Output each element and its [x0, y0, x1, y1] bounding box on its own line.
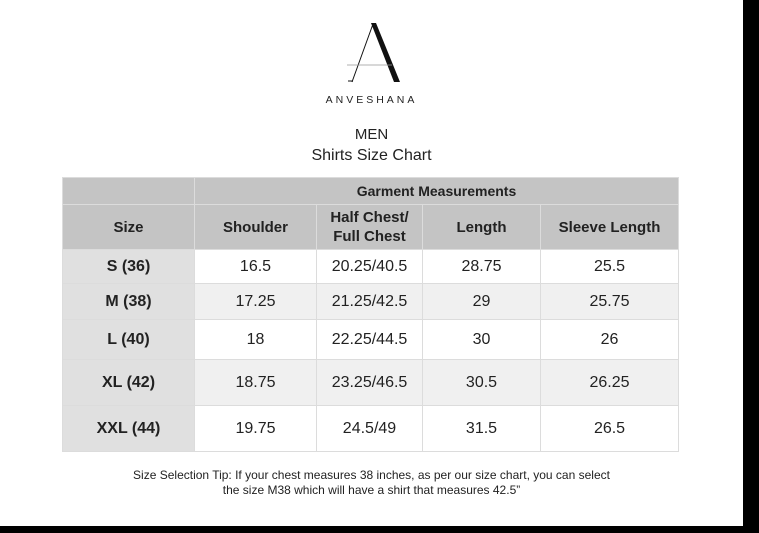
size-cell: M (38) — [63, 284, 195, 320]
measurement-cell: 25.5 — [541, 250, 679, 284]
table-row — [63, 360, 679, 406]
table-row — [63, 406, 679, 452]
column-header-4: Sleeve Length — [541, 205, 679, 250]
measurement-cell: 22.25/44.5 — [317, 320, 423, 360]
measurement-cell: 29 — [423, 284, 541, 320]
measurement-cell: 16.5 — [195, 250, 317, 284]
measurement-cell: 31.5 — [423, 406, 541, 452]
brand-logo — [344, 20, 404, 86]
measurement-cell: 30.5 — [423, 360, 541, 406]
column-header-1: Shoulder — [195, 205, 317, 250]
measurement-cell: 26.5 — [541, 406, 679, 452]
measurement-cell: 18.75 — [195, 360, 317, 406]
measurement-cell: 25.75 — [541, 284, 679, 320]
measurement-cell: 20.25/40.5 — [317, 250, 423, 284]
group-header-spacer — [63, 178, 195, 205]
column-header-2: Half Chest/ Full Chest — [317, 205, 423, 250]
size-tip — [0, 468, 743, 498]
measurement-cell: 26.25 — [541, 360, 679, 406]
measurement-cell: 24.5/49 — [317, 406, 423, 452]
size-chart-table — [62, 177, 679, 452]
column-header-0: Size — [63, 205, 195, 250]
column-header-3: Length — [423, 205, 541, 250]
size-tip-line-1: Size Selection Tip: If your chest measures 38 inches, as per our size chart, you can select — [133, 468, 610, 482]
measurement-cell: 28.75 — [423, 250, 541, 284]
table-row — [63, 284, 679, 320]
table-row — [63, 250, 679, 284]
measurement-cell: 18 — [195, 320, 317, 360]
measurement-cell: 19.75 — [195, 406, 317, 452]
size-cell: XXL (44) — [63, 406, 195, 452]
category-label: MEN — [354, 126, 389, 143]
size-cell: XL (42) — [63, 360, 195, 406]
table-row — [63, 320, 679, 360]
measurement-cell: 21.25/42.5 — [317, 284, 423, 320]
size-cell: L (40) — [63, 320, 195, 360]
measurement-cell: 17.25 — [195, 284, 317, 320]
size-cell: S (36) — [63, 250, 195, 284]
measurement-cell: 26 — [541, 320, 679, 360]
chart-title: Shirts Size Chart — [311, 147, 432, 164]
brand-name: ANVESHANA — [325, 94, 418, 106]
measurement-cell: 30 — [423, 320, 541, 360]
group-header: Garment Measurements — [195, 178, 679, 205]
measurement-cell: 23.25/46.5 — [317, 360, 423, 406]
size-tip-line-2: the size M38 which will have a shirt that measures 42.5” — [222, 483, 521, 497]
